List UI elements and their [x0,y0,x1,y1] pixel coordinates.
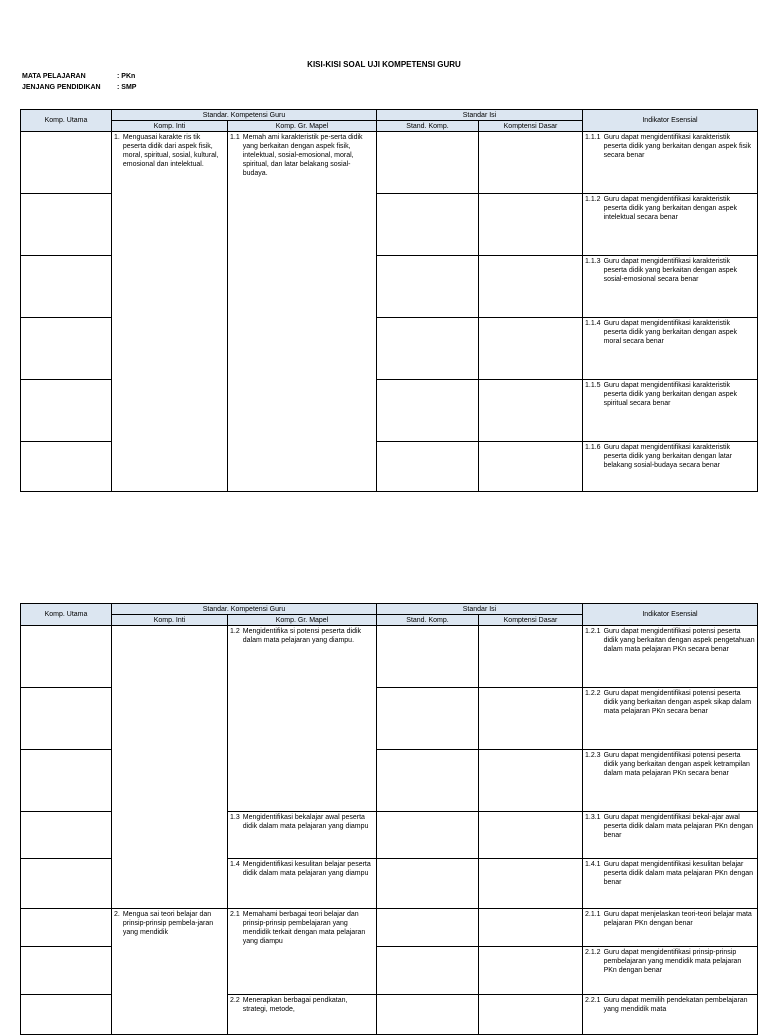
header-komp-inti: Komp. Inti [112,121,228,132]
komp-mapel-cell [228,132,377,492]
indicator-number: 1.1.3 [585,258,601,265]
indicator-cell [583,442,758,492]
indicator-cell [583,859,758,909]
indicator-text: Guru dapat mengidentifikasi karakteristik peserta didik yang berkaitan dengan aspek intelektual secara benar [603,196,738,221]
komp-mapel-cell [228,909,377,995]
indicator-text: Guru dapat mengidentifikasi bekal-ajar awal peserta didik dalam mata pelajaran PKn dengan benar [603,814,754,839]
stand-komp-cell [377,995,479,1035]
level-label: JENJANG PENDIDIKAN [22,84,101,91]
indicator-text: Guru dapat mengidentifikasi kesulitan belajar peserta didik dalam mata pelajaran PKn dengan benar [603,861,754,886]
komp-utama-cell [21,380,112,442]
kompetensi-dasar-cell [479,947,583,995]
stand-komp-cell [377,750,479,812]
komp-mapel-number: 1.1 [230,134,240,141]
indicator-text: Guru dapat mengidentifikasi karakteristik peserta didik yang berkaitan dengan aspek sosial-emosional secara benar [603,258,738,283]
table-row [21,626,758,688]
komp-mapel-text: Mengidentifikasi kesulitan belajar peserta didik dalam mata pelajaran yang diampu [242,861,371,877]
header-stand-komp: Stand. Komp. [377,121,479,132]
document-title: KISI-KISI SOAL UJI KOMPETENSI GURU [307,60,461,69]
table-row [21,132,758,194]
kompetensi-dasar-cell [479,132,583,194]
indicator-text: Guru dapat mengidentifikasi potensi peserta didik yang berkaitan dengan aspek sikap dalam mata pelajaran PKn secara benar [603,690,752,715]
komp-utama-cell [21,947,112,995]
komp-mapel-text: Mengidentifikasi bekalajar awal peserta didik dalam mata pelajaran yang diampu [242,814,369,830]
komp-mapel-text: Mengidentifika si potensi peserta didik dalam mata pelajaran yang diampu. [242,628,362,644]
komp-inti-cell [112,626,228,909]
stand-komp-cell [377,909,479,947]
competency-table-2 [20,603,758,1035]
komp-utama-cell [21,442,112,492]
indicator-text: Guru dapat mengidentifikasi potensi peserta didik yang berkaitan dengan aspek pengetahuan dalam mata pelajaran PKn secara benar [603,628,755,653]
komp-inti-text: Mengua sai teori belajar dan prinsip-prinsip pembela-jaran yang mendidik [122,911,214,936]
stand-komp-cell [377,626,479,688]
stand-komp-cell [377,442,479,492]
komp-inti-text: Menguasai karakte ris tik peserta didik dari aspek fisik, moral, spiritual, sosial, kultural, emosional dan intelektual. [122,134,219,168]
komp-utama-cell [21,750,112,812]
indicator-text: Guru dapat menjelaskan teori-teori belajar mata pelajaran PKn dengan benar [603,911,752,927]
komp-inti-cell [112,909,228,1035]
kompetensi-dasar-cell [479,256,583,318]
kompetensi-dasar-cell [479,909,583,947]
stand-komp-cell [377,318,479,380]
stand-komp-cell [377,132,479,194]
kompetensi-dasar-cell [479,626,583,688]
indicator-cell [583,909,758,947]
indicator-cell [583,626,758,688]
indicator-number: 1.2.2 [585,690,601,697]
komp-utama-cell [21,995,112,1035]
subject-row [22,73,135,80]
komp-utama-cell [21,909,112,947]
stand-komp-cell [377,380,479,442]
komp-utama-cell [21,132,112,194]
level-row [22,84,136,91]
header-standar-kompetensi-guru: Standar. Kompetensi Guru [112,110,377,121]
indicator-number: 1.1.1 [585,134,601,141]
komp-utama-cell [21,859,112,909]
indicator-cell [583,132,758,194]
header-standar-isi: Standar Isi [377,604,583,615]
indicator-number: 2.1.2 [585,949,601,956]
komp-mapel-number: 1.3 [230,814,240,821]
header-komp-utama: Komp. Utama [21,110,112,132]
indicator-number: 1.1.4 [585,320,601,327]
stand-komp-cell [377,812,479,859]
komp-mapel-cell [228,995,377,1035]
indicator-cell [583,256,758,318]
komp-mapel-number: 1.4 [230,861,240,868]
subject-value: : PKn [117,73,136,80]
komp-mapel-cell [228,812,377,859]
kompetensi-dasar-cell [479,318,583,380]
komp-utama-cell [21,626,112,688]
header-komp-inti: Komp. Inti [112,615,228,626]
komp-utama-cell [21,194,112,256]
header-kompetensi-dasar: Komptensi Dasar [479,615,583,626]
indicator-number: 1.2.3 [585,752,601,759]
table-row [21,909,758,947]
kompetensi-dasar-cell [479,688,583,750]
komp-utama-cell [21,812,112,859]
stand-komp-cell [377,947,479,995]
indicator-number: 2.1.1 [585,911,601,918]
kompetensi-dasar-cell [479,380,583,442]
komp-mapel-number: 2.2 [230,997,240,1004]
indicator-number: 1.4.1 [585,861,601,868]
indicator-number: 1.1.5 [585,382,601,389]
stand-komp-cell [377,194,479,256]
level-value: : SMP [117,84,137,91]
kompetensi-dasar-cell [479,859,583,909]
indicator-text: Guru dapat mengidentifikasi potensi peserta didik yang berkaitan dengan aspek ketrampilan dalam mata pelajaran PKn secara benar [603,752,750,777]
komp-inti-cell [112,132,228,492]
kompetensi-dasar-cell [479,995,583,1035]
komp-mapel-number: 2.1 [230,911,240,918]
subject-label: MATA PELAJARAN [22,73,86,80]
kompetensi-dasar-cell [479,750,583,812]
header-standar-isi: Standar Isi [377,110,583,121]
komp-mapel-cell [228,626,377,812]
indicator-cell [583,750,758,812]
komp-mapel-number: 1.2 [230,628,240,635]
kompetensi-dasar-cell [479,194,583,256]
komp-inti-number: 2. [114,911,120,918]
stand-komp-cell [377,859,479,909]
kompetensi-dasar-cell [479,812,583,859]
komp-utama-cell [21,318,112,380]
indicator-text: Guru dapat mengidentifikasi prinsip-prinsip pembelajaran yang mendidik mata pelajaran PKn dengan benar [603,949,742,974]
komp-mapel-cell [228,859,377,909]
indicator-cell [583,947,758,995]
indicator-cell [583,995,758,1035]
komp-mapel-text: Menerapkan berbagai pendkatan, strategi, metode, [242,997,348,1013]
kompetensi-dasar-cell [479,442,583,492]
header-komp-gr-mapel: Komp. Gr. Mapel [228,615,377,626]
indicator-text: Guru dapat mengidentifikasi karakteristik peserta didik yang berkaitan dengan latar belakang sosial-budaya secara benar [603,444,732,469]
header-kompetensi-dasar: Komptensi Dasar [479,121,583,132]
indicator-text: Guru dapat mengidentifikasi karakteristik peserta didik yang berkaitan dengan aspek fisik secara benar [603,134,752,159]
indicator-number: 1.2.1 [585,628,601,635]
komp-mapel-text: Memahami berbagai teori belajar dan prinsip-prinsip pembelajaran yang mendidik terkait dengan mata pelajaran yang diampu [242,911,366,945]
indicator-cell [583,194,758,256]
stand-komp-cell [377,688,479,750]
indicator-text: Guru dapat mengidentifikasi karakteristik peserta didik yang berkaitan dengan aspek spiritual secara benar [603,382,738,407]
komp-inti-number: 1. [114,134,120,141]
komp-mapel-text: Memah ami karakteristik pe-serta didik yang berkaitan dengan aspek fisik, intelektual, sosial-emosional, moral, spiritual, dan latar belakang sosial-budaya. [242,134,363,177]
komp-utama-cell [21,688,112,750]
stand-komp-cell [377,256,479,318]
header-komp-gr-mapel: Komp. Gr. Mapel [228,121,377,132]
header-standar-kompetensi-guru: Standar. Kompetensi Guru [112,604,377,615]
indicator-cell [583,688,758,750]
indicator-text: Guru dapat memilih pendekatan pembelajaran yang mendidik mata [603,997,748,1013]
header-indikator-esensial: Indikator Esensial [583,604,758,626]
competency-table-1 [20,109,758,492]
indicator-number: 1.1.2 [585,196,601,203]
komp-utama-cell [21,256,112,318]
indicator-cell [583,380,758,442]
indicator-cell [583,318,758,380]
indicator-number: 2.2.1 [585,997,601,1004]
header-stand-komp: Stand. Komp. [377,615,479,626]
indicator-number: 1.3.1 [585,814,601,821]
header-komp-utama: Komp. Utama [21,604,112,626]
indicator-cell [583,812,758,859]
header-indikator-esensial: Indikator Esensial [583,110,758,132]
indicator-number: 1.1.6 [585,444,601,451]
indicator-text: Guru dapat mengidentifikasi karakteristik peserta didik yang berkaitan dengan aspek moral secara benar [603,320,738,345]
